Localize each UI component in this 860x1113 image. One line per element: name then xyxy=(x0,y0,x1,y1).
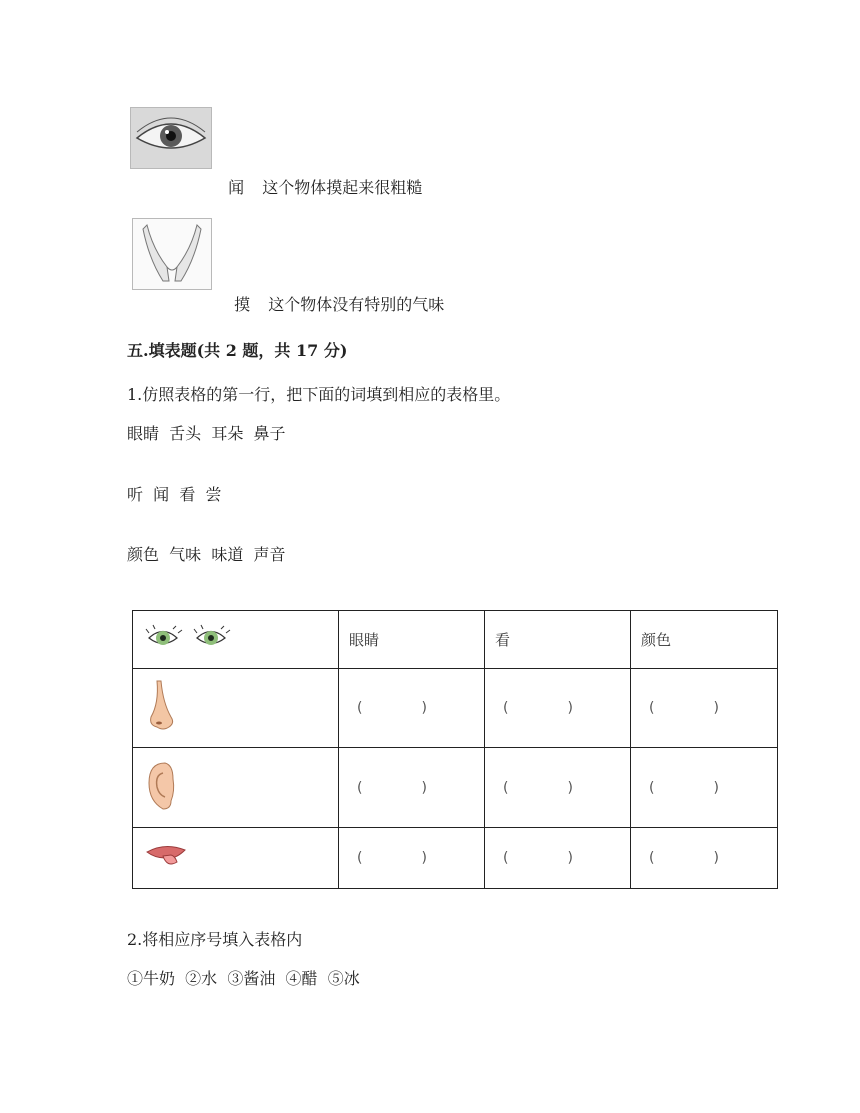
table-row xyxy=(133,748,778,828)
match-verb: 闻 xyxy=(228,178,245,197)
eyes-icon xyxy=(145,623,235,653)
question-1-prompt: 1.仿照表格的第一行，把下面的词填到相应的表格里。 xyxy=(127,385,511,404)
header-attribute: 颜色 xyxy=(631,611,778,669)
nose-icon xyxy=(147,679,177,733)
header-organ: 眼睛 xyxy=(339,611,485,669)
tongue-cell xyxy=(133,828,339,889)
match-verb: 摸 xyxy=(234,295,251,314)
blank-cell[interactable]: ( ) xyxy=(631,748,778,828)
table-row xyxy=(133,828,778,889)
word-list-verbs: 听 闻 看 尝 xyxy=(127,485,222,504)
question-2-options: ①牛奶 ②水 ③酱油 ④醋 ⑤冰 xyxy=(127,969,360,988)
ear-cell xyxy=(133,748,339,828)
blank-cell[interactable]: ( ) xyxy=(485,828,631,889)
blank-cell[interactable]: ( ) xyxy=(339,748,485,828)
tongue-icon xyxy=(145,842,189,870)
hands-icon xyxy=(133,219,211,289)
blank-cell[interactable]: ( ) xyxy=(485,669,631,748)
word-list-organs: 眼睛 舌头 耳朵 鼻子 xyxy=(127,424,286,443)
nose-cell xyxy=(133,669,339,748)
blank-cell[interactable]: ( ) xyxy=(631,828,778,889)
eye-picture xyxy=(130,107,212,169)
fill-table xyxy=(132,610,778,889)
blank-cell[interactable]: ( ) xyxy=(339,669,485,748)
match-description: 这个物体摸起来很粗糙 xyxy=(262,178,423,197)
hands-picture xyxy=(132,218,212,290)
eye-icon xyxy=(131,108,211,168)
blank-cell[interactable]: ( ) xyxy=(485,748,631,828)
blank-cell[interactable]: ( ) xyxy=(339,828,485,889)
eyes-cell xyxy=(133,611,339,669)
match-description: 这个物体没有特别的气味 xyxy=(268,295,445,314)
blank-cell[interactable]: ( ) xyxy=(631,669,778,748)
question-2-prompt: 2.将相应序号填入表格内 xyxy=(127,930,303,949)
table-row xyxy=(133,611,778,669)
table-row xyxy=(133,669,778,748)
word-list-attributes: 颜色 气味 味道 声音 xyxy=(127,545,286,564)
header-verb: 看 xyxy=(485,611,631,669)
section-title: 五.填表题(共 2 题，共 17 分) xyxy=(127,341,348,360)
ear-icon xyxy=(145,761,179,811)
